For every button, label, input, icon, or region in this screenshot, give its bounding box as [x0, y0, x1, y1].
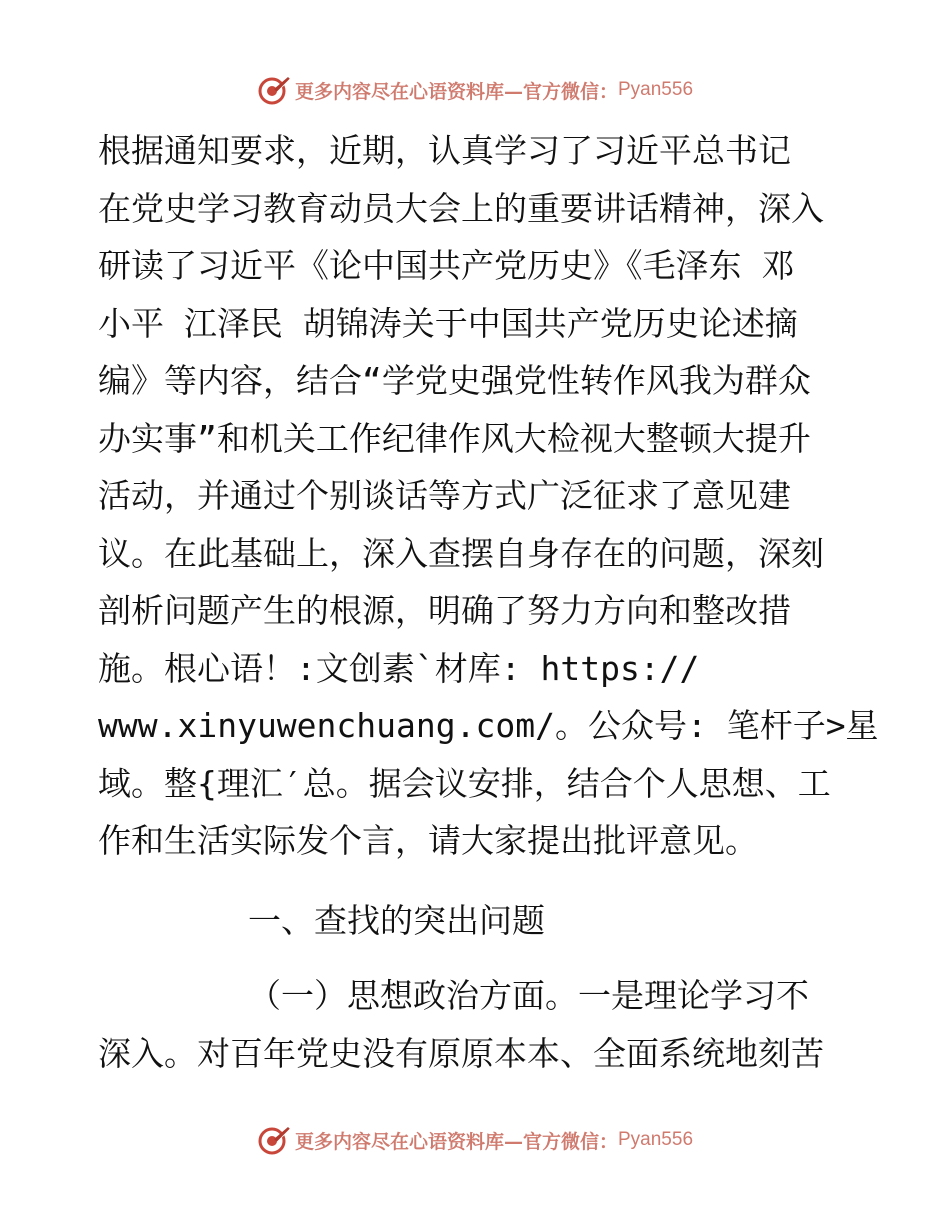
body-line: 议。在此基础上，深入查摆自身存在的问题，深刻 [98, 533, 824, 573]
watermark-text: 更多内容尽在心语资料库—官方微信： [294, 1130, 618, 1153]
section-paragraph [98, 967, 858, 1083]
body-line: 办实事”和机关工作纪律作风大检视大整顿大提升 [98, 418, 811, 458]
watermark-text: 更多内容尽在心语资料库—官方微信： [294, 80, 618, 103]
body-line: 小平 江泽民 胡锦涛关于中国共产党历史论述摘 [98, 303, 798, 343]
pen-logo-icon [257, 73, 291, 107]
body-line: www.xinyuwenchuang.com/。公众号: 笔杆子>星 [98, 706, 879, 745]
body-paragraph [98, 122, 879, 870]
watermark-wechat-id: Pyan556 [618, 79, 694, 100]
section-line: 深入。对百年党史没有原原本本、全面系统地刻苦 [98, 1034, 824, 1073]
section-line: （一）思想政治方面。一是理论学习不 [248, 976, 809, 1015]
body-line: 施。根心语！:文创素`材库: https:// [98, 648, 700, 688]
watermark-wechat-id: Pyan556 [618, 1129, 694, 1150]
body-line: 活动，并通过个别谈话等方式广泛征求了意见建 [98, 476, 791, 515]
body-line: 在党史学习教育动员大会上的重要讲话精神，深入 [98, 188, 824, 228]
body-line: 剖析问题产生的根源，明确了努力方向和整改措 [98, 591, 791, 630]
footer-watermark [0, 1120, 950, 1160]
body-line: 研读了习近平《论中国共产党历史》《毛泽东 邓 [98, 246, 795, 285]
body-line: 编》等内容，结合“学党史强党性转作风我为群众 [98, 361, 811, 400]
section-heading: 一、查找的突出问题 [248, 901, 545, 940]
pen-logo-icon [257, 1123, 291, 1157]
body-line: 作和生活实际发个言，请大家提出批评意见。 [98, 821, 758, 860]
header-watermark [0, 70, 950, 110]
body-line: 域。整{理汇′总。据会议安排，结合个人思想、工 [98, 763, 831, 803]
body-line: 根据通知要求，近期，认真学习了习近平总书记 [98, 131, 791, 170]
